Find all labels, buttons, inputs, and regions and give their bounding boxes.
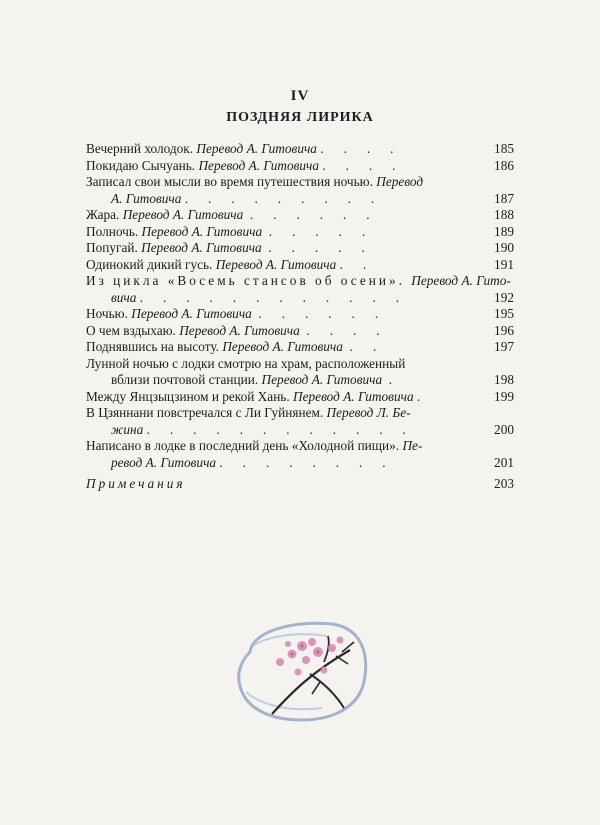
toc-page-number: 198	[494, 372, 514, 387]
toc-entry-translator: Перевод А. Гитовича	[141, 223, 263, 239]
toc-entry-translator: Перевод А. Гитовича	[215, 256, 337, 272]
toc-entry-title: Ночью.	[86, 306, 132, 321]
toc-entry	[86, 389, 514, 406]
toc-entry	[86, 257, 514, 274]
toc-entry	[86, 174, 514, 191]
toc-entry	[86, 141, 514, 158]
toc-entry-title: Между Янцзыцзином и рекой Хань.	[86, 388, 294, 404]
toc-entry-title: Одинокий дикий гусь.	[86, 256, 216, 272]
leader-dots: . . . . . .	[243, 207, 370, 222]
toc-entry-translator: Перевод Л. Бе-	[326, 405, 411, 420]
toc-entry-continuation	[86, 290, 514, 307]
toc-entry-text	[86, 240, 365, 257]
toc-entry-title: О чем вздыхаю.	[86, 322, 180, 338]
toc-entry	[86, 323, 514, 340]
toc-entry-continuation	[86, 372, 514, 389]
toc-page-number: 190	[494, 240, 514, 255]
toc-entry-text	[111, 372, 392, 389]
toc-entry-title: вблизи почтовой станции.	[111, 372, 262, 387]
toc-page-number: 201	[494, 454, 514, 470]
toc-entry	[86, 207, 514, 224]
toc-entry-text	[86, 224, 365, 241]
toc-entry	[86, 438, 514, 455]
leader-dots: .	[413, 388, 421, 404]
toc-entry	[86, 158, 514, 175]
toc-entry-translator: Перевод А. Гитовича	[293, 388, 414, 404]
toc-entry-translator: Перевод А. Гито-	[411, 273, 511, 288]
toc-entry	[86, 273, 514, 290]
toc-notes-entry	[86, 476, 514, 493]
toc-entry-text	[86, 339, 376, 356]
toc-entry-text	[86, 438, 422, 455]
section-title: ПОЗДНЯЯ ЛИРИКА	[226, 110, 374, 125]
plum-blossom-illustration	[232, 612, 372, 727]
toc-entry-translator: Перевод А. Гитовича	[179, 322, 300, 338]
toc-entry-text	[86, 405, 411, 422]
toc-entry-title: Из цикла «Восемь стансов об осени».	[86, 273, 412, 288]
toc-entry-text	[86, 356, 405, 373]
toc-entry-translator: вича	[111, 289, 137, 305]
toc-page-number: 195	[494, 306, 514, 321]
toc-entry	[86, 339, 514, 356]
toc-entry-text	[111, 455, 386, 472]
leader-dots: .	[382, 372, 393, 387]
toc-entry-title: Жара.	[86, 207, 123, 222]
toc-entry-title: Вечерний холодок.	[86, 141, 197, 156]
toc-page-number: 192	[494, 289, 514, 305]
toc-entry	[86, 306, 514, 323]
toc-entry-title: Попугай.	[86, 240, 142, 255]
toc-entry	[86, 240, 514, 257]
toc-entry-text	[86, 141, 393, 158]
toc-entry	[86, 405, 514, 422]
toc-entry-translator: Перевод А. Гитовича	[198, 157, 320, 173]
toc-page-number: 188	[494, 207, 514, 222]
section-number: IV	[290, 88, 310, 104]
toc-entry-continuation	[86, 191, 514, 208]
leader-dots: . . . . . . . . .	[181, 190, 375, 206]
notes-page-number: 203	[494, 476, 514, 491]
toc-entry-text	[86, 389, 420, 406]
toc-entry-title: Поднявшись на высоту.	[86, 339, 223, 354]
toc-entry-text	[86, 323, 380, 340]
notes-label: Примечания	[86, 476, 186, 491]
toc-entry-title: Записал свои мысли во время путешествия ночью.	[86, 174, 377, 189]
toc-entry-translator: Перевод	[376, 174, 424, 189]
toc-entry-text	[86, 158, 396, 175]
toc-entry-translator: Перевод А. Гитовича	[141, 240, 262, 255]
leader-dots: . . . .	[316, 141, 394, 156]
leader-dots: . . . . . . . . . . . .	[143, 421, 406, 437]
toc-entry-translator: жина	[111, 421, 144, 437]
toc-page-number: 197	[494, 339, 514, 354]
toc-entry-title: В Цзяннани повстречался с Ли Гуйнянем.	[86, 405, 327, 420]
toc-entry-title: Покидаю Сычуань.	[86, 157, 199, 173]
toc-entry-text	[111, 422, 406, 439]
toc-page-number: 189	[494, 223, 514, 239]
leader-dots: . .	[342, 339, 377, 354]
leader-dots: . . . .	[299, 322, 380, 338]
toc-entry-text	[86, 257, 366, 274]
toc-entry	[86, 224, 514, 241]
toc-entry-translator: Перевод А. Гитовича	[222, 339, 343, 354]
toc-page-number: 196	[494, 322, 514, 338]
toc-entry-text	[111, 191, 374, 208]
toc-entry-text	[86, 306, 378, 323]
table-of-contents	[86, 141, 514, 493]
toc-page-number: 186	[494, 157, 514, 173]
leader-dots: . . . . .	[262, 223, 366, 239]
toc-entry-translator: Перевод А. Гитовича	[261, 372, 383, 387]
toc-page-number: 191	[494, 256, 514, 272]
toc-entry-text	[86, 207, 370, 224]
toc-entry-translator: ревод А. Гитовича	[111, 454, 217, 470]
toc-entry-text	[111, 290, 399, 307]
toc-entry-text	[86, 174, 423, 191]
toc-entry-title: Полночь.	[86, 223, 142, 239]
leader-dots: . . . . . . . .	[216, 454, 386, 470]
leader-dots: . . . .	[319, 157, 396, 173]
leader-dots: . .	[336, 256, 367, 272]
toc-entry-continuation	[86, 422, 514, 439]
toc-entry-title: Написано в лодке в последний день «Холодной пищи».	[86, 438, 403, 453]
toc-entry-translator: Пе-	[402, 438, 423, 453]
leader-dots: . . . . . . . . . . . .	[136, 289, 400, 305]
toc-entry-continuation	[86, 455, 514, 472]
toc-page-number: 187	[494, 190, 514, 206]
toc-entry	[86, 356, 514, 373]
toc-entry-title: Лунной ночью с лодки смотрю на храм, расположенный	[86, 355, 406, 371]
toc-entry-translator: Перевод А. Гитовича	[131, 306, 252, 321]
toc-page-number: 200	[494, 421, 514, 437]
leader-dots: . . . . . .	[251, 306, 379, 321]
toc-page-number: 199	[494, 388, 514, 404]
toc-entry-translator: Перевод А. Гитовича	[196, 141, 317, 156]
leader-dots: . . . . .	[261, 240, 365, 255]
toc-entry-text	[86, 273, 511, 290]
toc-page-number: 185	[494, 141, 514, 156]
toc-entry-translator: А. Гитовича	[111, 190, 182, 206]
toc-entry-translator: Перевод А. Гитовича	[122, 207, 244, 222]
